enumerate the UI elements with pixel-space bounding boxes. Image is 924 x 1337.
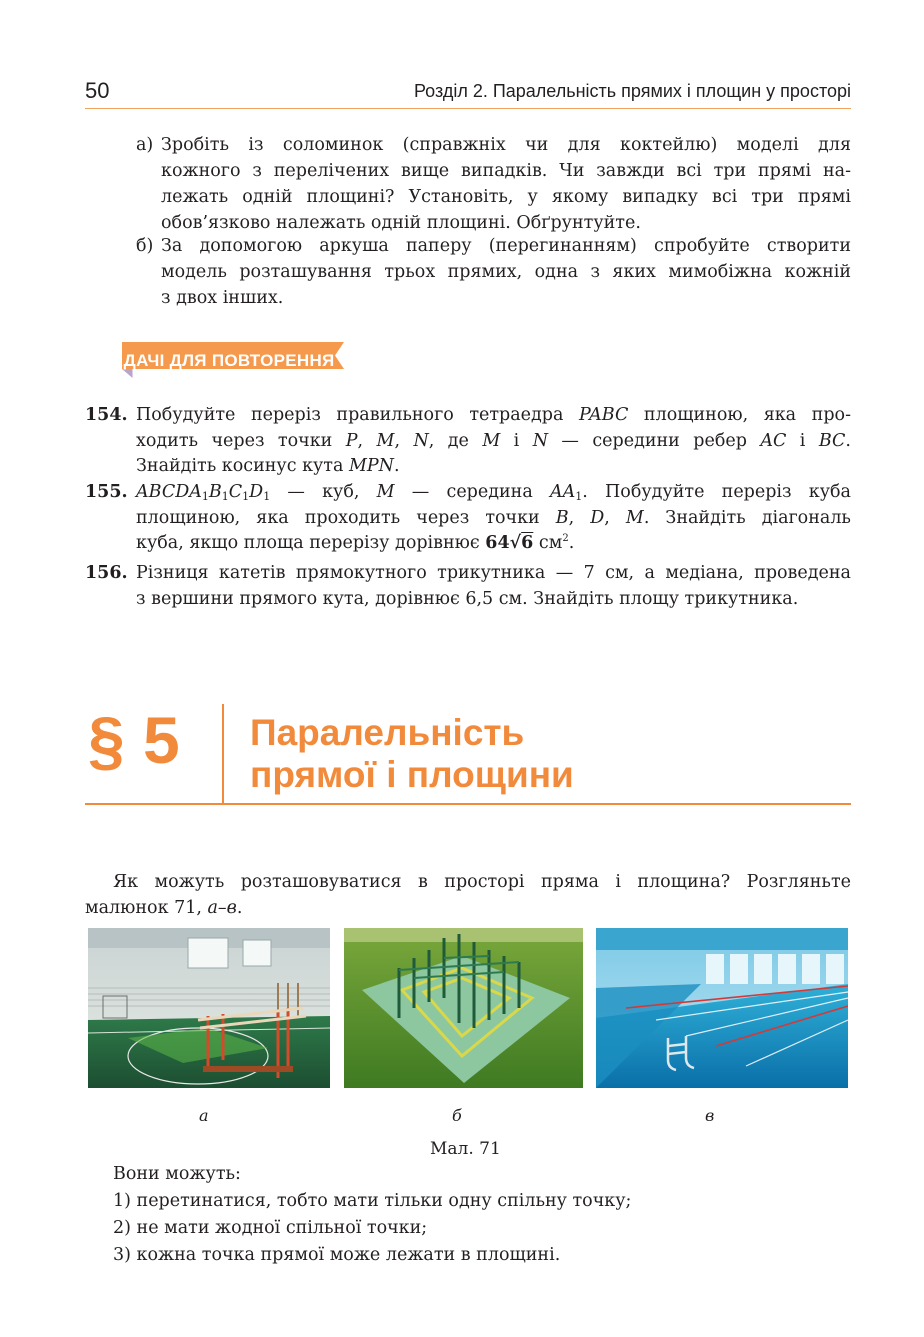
outro-list: [113, 1161, 851, 1269]
photo-outdoor-exercise-frame: [344, 928, 583, 1088]
banner-title-initial: З: [97, 348, 111, 371]
section-title: [250, 712, 574, 796]
figure-label-a: а: [199, 1106, 209, 1125]
photo-swimming-pool: [596, 928, 848, 1088]
running-title: Розділ 2. Паралельність прямих і площин у просторі: [413, 81, 851, 101]
item-b-line-3: з двох інших.: [161, 288, 284, 308]
task-154-line-3: Знайдіть косинус кута MPN.: [136, 456, 400, 476]
figure-caption: Мал. 71: [430, 1139, 501, 1159]
outro-item-3: 3) кожна точка прямої може лежати в площині.: [113, 1245, 561, 1265]
photo-gym-parallel-bars: [88, 928, 330, 1088]
figure-label-c: в: [705, 1106, 715, 1125]
page-number: 50: [85, 78, 110, 103]
outro-line-intro: Вони можуть:: [113, 1164, 241, 1184]
task-number: 154.: [85, 405, 128, 425]
section-number: § 5: [88, 703, 180, 777]
task-155-line-2: площиною, яка проходить через точки B, D, M. Знайдіть діагональ: [136, 507, 851, 528]
item-letter-a: а): [136, 135, 154, 155]
intro-line-2: малюнок 71, а–в.: [85, 898, 243, 918]
section-title-line-1: Паралельність: [250, 712, 525, 753]
item-b-line-1: За допомогою аркуша паперу (перегинанням) спробуйте створити: [161, 236, 851, 256]
task-155-line-3: куба, якщо площа перерізу дорівнює 64√6 $см^2$.: [136, 533, 575, 553]
task-156-line-2: з вершини прямого кута, дорівнює 6,5 см. Знайдіть площу трикутника.: [136, 588, 799, 609]
task-number: 156.: [85, 563, 128, 583]
task-154-line-2: ходить через точки P, M, N, де M і N — середини ребер AC і BC.: [136, 430, 851, 451]
banner-title: [97, 348, 335, 372]
area-formula: 64√6: [485, 533, 534, 553]
page-header: [85, 78, 851, 110]
item-b-line-2: модель розташування трьох прямих, одна з яких мимобіжна кожній: [161, 262, 851, 282]
header-rule: [85, 108, 851, 109]
intro-paragraph: [85, 869, 851, 921]
item-a-line-3: лежать одній площині? Установіть, у якому випадку всі три прямі: [161, 187, 851, 207]
intro-line-1: Як можуть розташовуватися в просторі пряма і площина? Розгляньте: [113, 872, 851, 892]
item-a-line-1: Зробіть із соломинок (справжніх чи для коктейлю) моделі для: [161, 135, 851, 155]
item-a-line-2: кожного з перелічених вище випадків. Чи завжди всі три прямі на-: [161, 161, 851, 181]
task-155-line-1: $ABCDA_1B_1C_1D_1$ — куб, M — середина $AA_1$. Побудуйте переріз куба: [136, 482, 851, 503]
section-title-line-2: прямої і площини: [250, 754, 574, 795]
section-divider: [222, 704, 224, 804]
task-154-line-1: Побудуйте переріз правильного тетраедра PABC площиною, яка про-: [136, 405, 851, 425]
outro-item-2: 2) не мати жодної спільної точки;: [113, 1218, 428, 1238]
banner-title-rest: АДАЧІ ДЛЯ ПОВТОРЕННЯ: [110, 351, 335, 370]
task-156-line-1: Різниця катетів прямокутного трикутника — 7 см, а медіана, проведена: [136, 563, 851, 583]
task-number: 155.: [85, 482, 128, 502]
section-rule: [85, 803, 851, 805]
item-a-line-4: обов’язково належать одній площині. Обґрунтуйте.: [161, 213, 641, 233]
figure-label-b: б: [452, 1106, 462, 1125]
outro-item-1: 1) перетинатися, тобто мати тільки одну спільну точку;: [113, 1191, 632, 1211]
item-letter-b: б): [136, 236, 154, 256]
